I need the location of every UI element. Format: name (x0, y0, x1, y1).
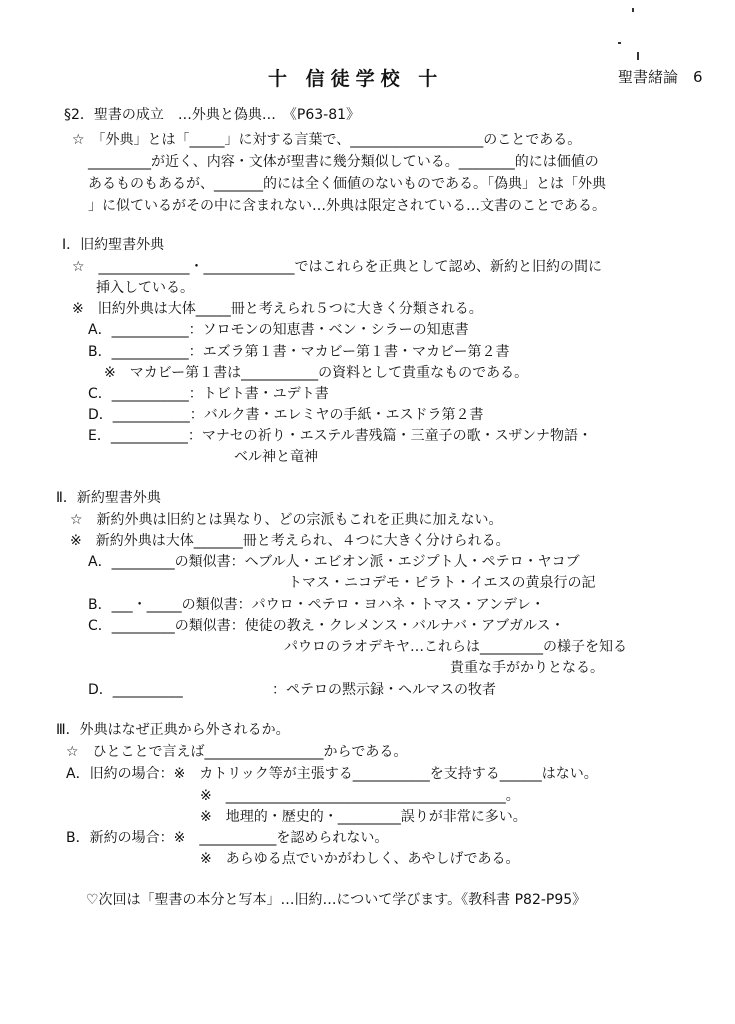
text-line: ☆ 新約外典は旧約とは異なり、どの宗派もこれを正典に加えない。 (70, 512, 503, 528)
text-line: あるものもあるが、_______的には全く価値のないものである。「偽典」とは「外典 (88, 176, 606, 192)
text-line: ※ 地理的・歴史的・_________誤りが非常に多い。 (200, 809, 527, 825)
course-label: 聖書緒論 6 (618, 68, 703, 86)
section-heading: Ⅱ．新約聖書外典 (56, 490, 161, 506)
list-item: E．___________：マナセの祈り・エステル書残篇・三童子の歌・スザンナ物語・ (88, 428, 593, 444)
text-line: ※ あらゆる点でいかがわしく、あやしげである。 (200, 851, 520, 867)
list-item: B．___・_____の類似書：パウロ・ペテロ・ヨハネ・トマス・アンデレ・ (88, 597, 545, 613)
note-line: ※ マカビー第１書は___________の資料として貴重なものである。 (104, 365, 529, 381)
section-heading: Ⅲ．外典はなぜ正典から外されるか。 (56, 722, 290, 738)
text-line: ：ペテロの黙示録・ヘルマスの牧者 (272, 682, 496, 698)
text-line: パウロのラオデキヤ…これらは_________の様子を知る (284, 639, 627, 655)
footer-note: ♡次回は「聖書の本分と写本」…旧約…について学びます。《教科書 P82-P95》 (86, 892, 587, 908)
page-title: 十 信徒学校 十 (268, 68, 444, 90)
text-line: ☆ _____________・_____________ではこれらを正典として認め、新約と旧約の間に (72, 259, 602, 275)
text-line: ※ 新約外典は大体_______冊と考えられ、４つに大きく分けられる。 (70, 533, 510, 549)
text-line: トマス・ニコデモ・ピラト・イエスの黄泉行の記 (288, 575, 596, 591)
scan-mark (637, 52, 639, 60)
text-line: ベル神と竜神 (234, 449, 318, 465)
section-heading: Ⅰ．旧約聖書外典 (62, 237, 165, 253)
list-item: D．__________ (88, 682, 183, 698)
list-item: C．___________：トビト書・ユデト書 (88, 386, 329, 402)
text-line: A．旧約の場合：※ カトリック等が主張する___________を支持する______はない。 (66, 766, 598, 782)
text-line: _________が近く、内容・文体が聖書に幾分類似している。________的には価値の (88, 154, 599, 170)
text-line: ※ ________________________________________。 (200, 788, 520, 804)
text-line: ※ 旧約外典は大体_____冊と考えられ５つに大きく分類される。 (72, 301, 483, 317)
text-line: 貴重な手がかりとなる。 (450, 660, 604, 676)
text-line: 」に似ているがその中に含まれない…外典は限定されている…文書のことである。 (88, 198, 606, 214)
section-heading: §2．聖書の成立 …外典と偽典… 《P63-81》 (64, 107, 361, 123)
text-line: 挿入している。 (96, 280, 194, 296)
scan-mark (632, 8, 634, 12)
scan-mark (618, 42, 621, 44)
list-item: A．___________：ソロモンの知恵書・ベン・シラーの知恵書 (88, 322, 469, 338)
list-item: B．___________：エズラ第１書・マカビー第１書・マカビー第２書 (88, 344, 510, 360)
list-item: D．___________：バルク書・エレミヤの手紙・エスドラ第２書 (88, 407, 484, 423)
list-item: A．_________の類似書：ヘブル人・エビオン派・エジプト人・ペテロ・ヤコブ (88, 554, 580, 570)
list-item: C．_________の類似書：使徒の教え・クレメンス・バルナバ・アブガルス・ (88, 618, 565, 634)
text-line: ☆ ひとことで言えば_________________からである。 (66, 744, 408, 760)
text-line: ☆ 「外典」とは「_____」に対する言葉で、___________________のことである。 (72, 132, 582, 148)
text-line: B．新約の場合：※ ___________を認められない。 (66, 830, 389, 846)
